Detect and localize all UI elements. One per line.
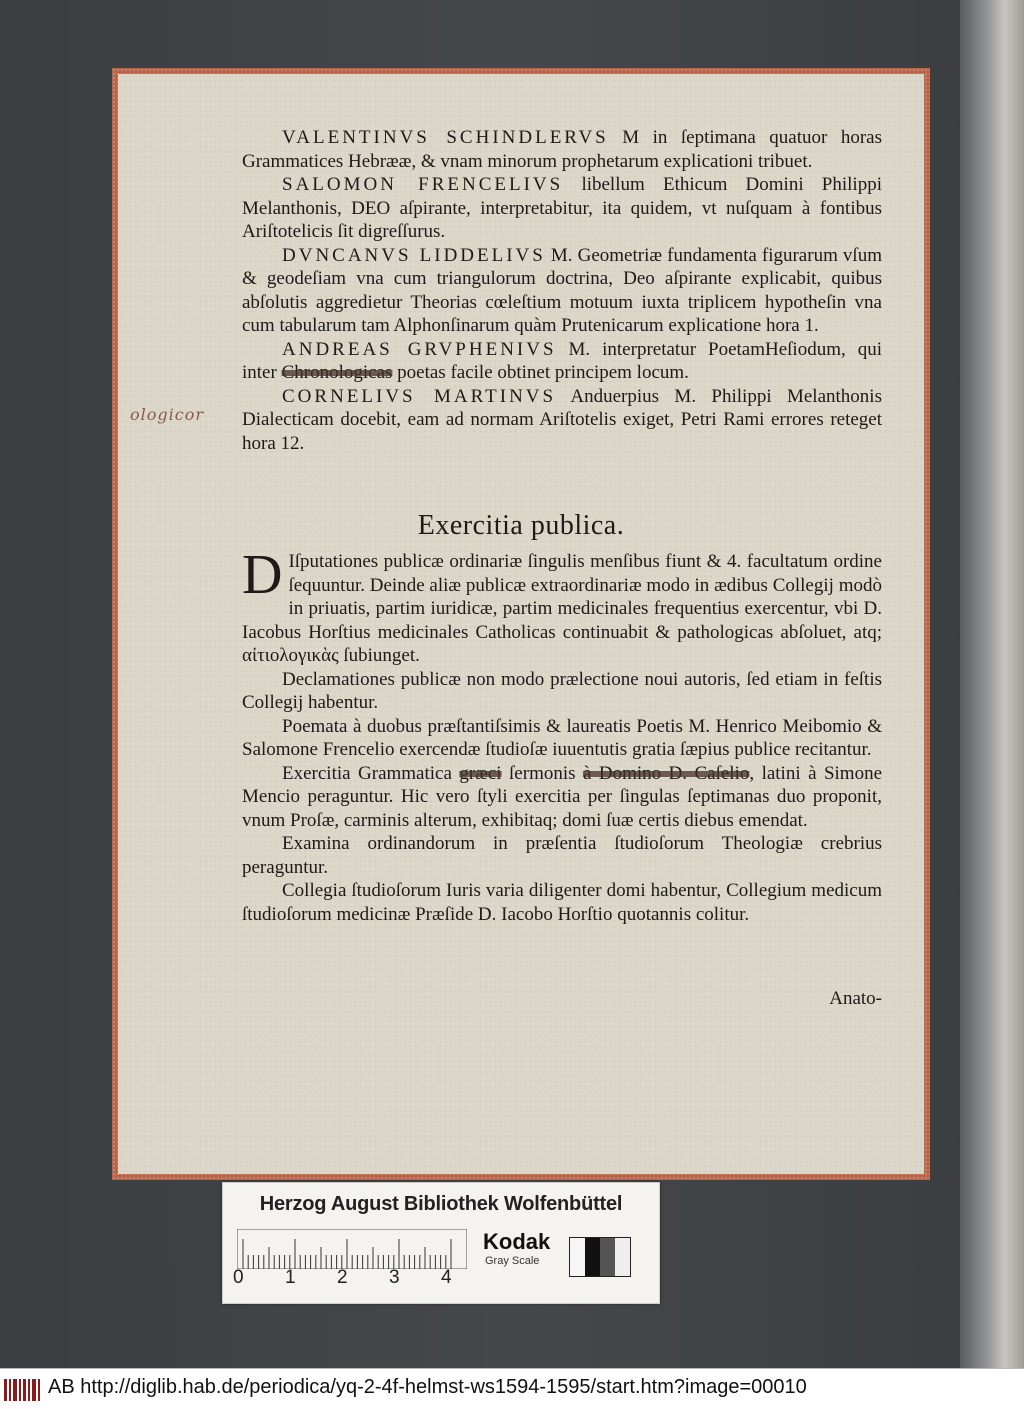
catchword: Anato- (829, 988, 882, 1009)
scale-ruler (237, 1229, 467, 1269)
paragraph-collegia: Collegia ſtudioſorum Iuris varia diligenter domi habentur, Collegium medicum ſtudioſorum medicinæ Præſide D. Iacobo Horſtio quotannis colitur. (242, 880, 882, 925)
paragraph-body: M in ſeptimana quatuor horas Grammatices Hebrææ, & vnam minorum prophetarum explicationi tribuet. (242, 127, 882, 172)
library-name: Herzog August Bibliothek Wolfenbüttel (259, 1193, 623, 1215)
paragraph-declamationes: Declamationes publicæ non modo prælectione noui autoris, ſed etiam in feſtis Collegij habentur. (242, 668, 882, 713)
paragraph-body: M. Geometriæ fundamenta figurarum vſum & geodeſiam vna cum triangulorum doctrina, Deo aſpirante explicabit, quibus abſolutis aggredietur Theorias cœleſtium motuum iuxta triplicem hypotheſin vna cum tabularum tam Alphonſinarum quàm Prutenicarum explicatione hora 1. (242, 244, 882, 336)
name-caps: SALOMON FRENCELIVS (282, 174, 564, 195)
name-caps: CORNELIVS MARTINVS (282, 385, 557, 407)
viewer-footer (0, 1368, 1024, 1409)
ruler-number: 0 (233, 1267, 244, 1288)
paragraph-body: Anduerpius M. Philippi Melanthonis Dialecticam docebit, eam ad normam Ariſtotelis exiget, Petri Rami errores reteget hora 12. (242, 385, 882, 454)
swatch-white (570, 1238, 585, 1276)
gray-scale-label: Gray Scale (485, 1255, 540, 1267)
kodak-brand: Kodak (483, 1229, 551, 1254)
paragraph-grammatica (242, 762, 882, 833)
paragraph-gruphenius (242, 338, 882, 385)
swatch-black (585, 1238, 600, 1276)
ruler-number: 4 (441, 1267, 452, 1288)
document-page (118, 74, 924, 1174)
paragraph-disputationes (242, 544, 882, 668)
paragraph-body: , latini à Simone Mencio peraguntur. Hic vero ſtyli exercitia per ſingulas ſeptimanas duo proponit, vnum Proſæ, carminis alterum, exhibitaq; domi ſuæ certis diebus emendat. (242, 762, 882, 831)
section-heading: Exercitia publica. (417, 510, 625, 541)
name-caps: DVNCANVS LIDDELIVS (282, 244, 546, 266)
barcode-icon (4, 1379, 44, 1401)
library-color-card (222, 1182, 660, 1304)
struck-word: græci (459, 762, 502, 784)
ruler-number: 3 (389, 1267, 400, 1288)
lecture-announcements (242, 126, 882, 455)
struck-word: Chronologicas (281, 362, 393, 383)
paragraph-body: Exercitia Grammatica (282, 762, 460, 784)
swatch-gray (600, 1238, 615, 1276)
name-caps: ANDREAS GRVPHENIVS (282, 338, 557, 360)
ruler-number: 2 (337, 1267, 348, 1288)
paragraph-body: libellum Ethicum Domini Philippi Melanthonis, DEO aſpirante, interpretabitur, ita quidem, vt nuſquam à fontibus Ariſtotelicis ſit digreſſurus. (242, 174, 882, 242)
paragraph-liddelius (242, 244, 882, 338)
paragraph-body: ſermonis (501, 762, 583, 784)
paragraph-body: poetas facile obtinet principem locum. (392, 362, 689, 383)
paragraph-schindlerus (242, 126, 882, 173)
gray-swatches (569, 1237, 631, 1277)
paragraph-martinus (242, 385, 882, 456)
paragraph-frencelius (242, 173, 882, 244)
paragraph-body: M. interpretatur PoetamHeſiodum, qui inter (242, 338, 882, 383)
adjacent-page-edge (960, 0, 1024, 1368)
paragraph-poemata: Poemata à duobus præſtantiſsimis & laureatis Poetis M. Henrico Meibomio & Salomone Frencelio exercendæ ſtudioſæ iuuentutis gratia ſæpius publice recitantur. (242, 715, 882, 760)
swatch-light (615, 1238, 630, 1276)
exercitia-section (242, 544, 882, 926)
name-caps: VALENTINVS SCHINDLERVS (282, 127, 609, 148)
paragraph-examina: Examina ordinandorum in præſentia ſtudioſorum Theologiæ crebrius peraguntur. (242, 833, 882, 878)
image-url[interactable]: AB http://diglib.hab.de/periodica/yq-2-4f-helmst-ws1594-1595/start.htm?image=00010 (48, 1376, 807, 1398)
paragraph-body: Iſputationes publicæ ordinariæ ſingulis menſibus fiunt & 4. facultatum ordine ſequuntur. Deinde aliæ publicæ extraordinariæ modo in ædibus Collegij modò in priuatis, partim iuridicæ, partim medicinales frequentius exercentur, vbi D. Iacobus Horſtius medicinales Catholicas continuabit & pathologicas abſoluet, atq; αἰτιολογικὰς ſubiunget. (242, 551, 882, 666)
margin-annotation: ologicor (130, 405, 204, 424)
drop-cap: D (242, 544, 283, 606)
ruler-number: 1 (285, 1267, 296, 1288)
struck-phrase: à Domino D. Caſelio (582, 762, 750, 784)
